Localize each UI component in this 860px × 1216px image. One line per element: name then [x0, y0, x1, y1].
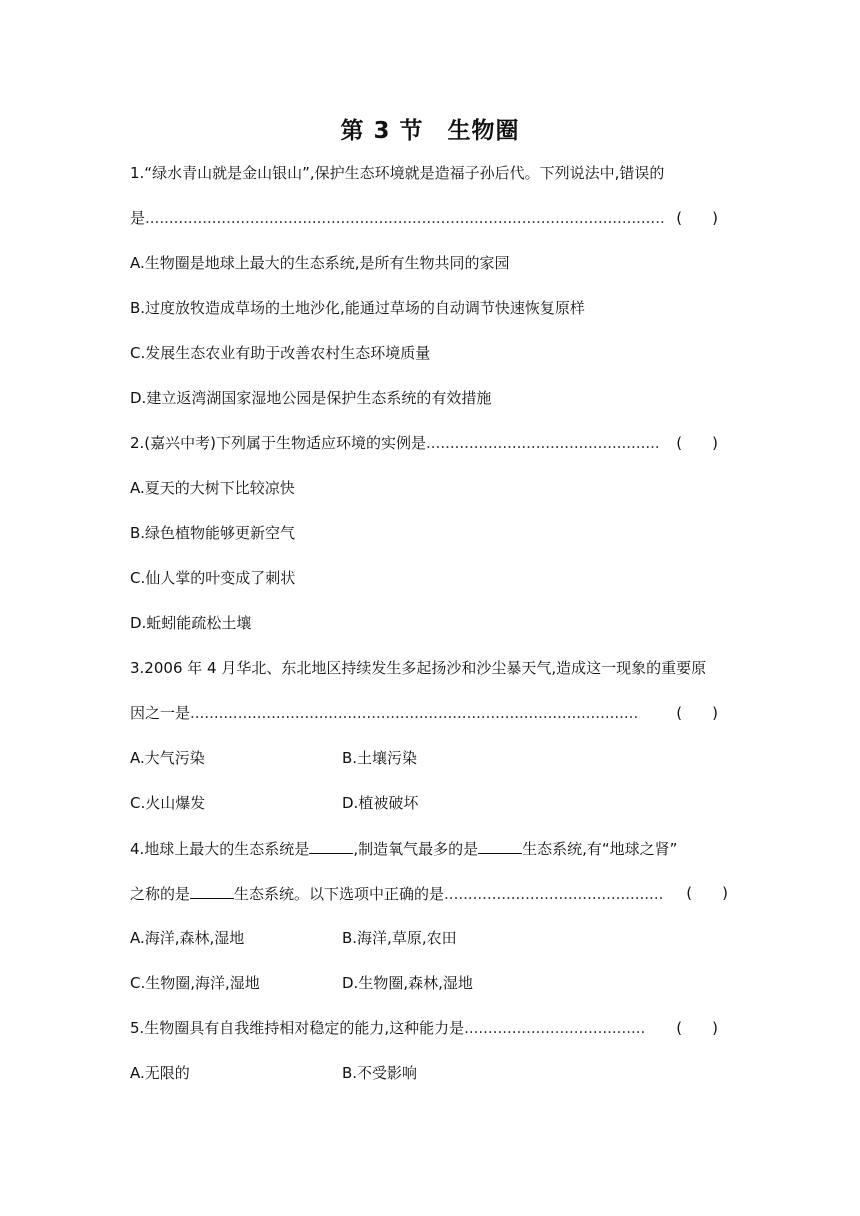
question-4-options-row-2	[130, 972, 730, 994]
question-2-stem	[130, 432, 730, 454]
answer-paren: ( )	[686, 884, 728, 902]
leader-dots	[464, 1017, 644, 1039]
question-4-stem-cont	[130, 882, 730, 905]
question-2-option-a: A.夏天的大树下比较凉快	[130, 479, 295, 497]
question-2-option-b: B.绿色植物能够更新空气	[130, 524, 296, 542]
fill-blank	[309, 837, 353, 854]
question-3-prefix: 因之一是	[130, 704, 191, 722]
question-4-option-c: C.生物圈,海洋,湿地	[130, 974, 260, 992]
question-5-text: 5.生物圈具有自我维持相对稳定的能力,这种能力是	[130, 1019, 465, 1037]
question-3-stem: 3.2006 年 4 月华北、东北地区持续发生多起扬沙和沙尘暴天气,造成这一现象的重要原	[130, 659, 707, 677]
answer-paren: ( )	[676, 704, 718, 722]
question-2-option-c: C.仙人掌的叶变成了刺状	[130, 569, 296, 587]
fill-blank	[190, 882, 234, 899]
answer-paren: ( )	[676, 1019, 718, 1037]
question-1-option-b: B.过度放牧造成草场的土地沙化,能通过草场的自动调节快速恢复原样	[130, 299, 585, 317]
fill-blank	[478, 837, 522, 854]
question-3-option-d: D.植被破坏	[342, 794, 419, 812]
question-5-stem	[130, 1017, 730, 1039]
question-5-option-a: A.无限的	[130, 1064, 190, 1082]
question-4-text-a: 4.地球上最大的生态系统是	[130, 840, 310, 858]
question-1-prefix: 是	[130, 209, 146, 227]
question-3-stem-cont	[130, 702, 730, 724]
leader-dots	[190, 702, 640, 724]
leader-dots	[426, 432, 658, 454]
question-1-stem: 1.“绿水青山就是金山银山”,保护生态环境就是造福子孙后代。下列说法中,错误的	[130, 164, 665, 182]
question-1-option-d: D.建立返湾湖国家湿地公园是保护生态系统的有效措施	[130, 389, 492, 407]
question-3-options-row-2	[130, 792, 730, 814]
question-5-option-b: B.不受影响	[342, 1064, 418, 1082]
question-1-option-c: C.发展生态农业有助于改善农村生态环境质量	[130, 344, 431, 362]
question-4-option-a: A.海洋,森林,湿地	[130, 929, 245, 947]
question-1-option-a: A.生物圈是地球上最大的生态系统,是所有生物共同的家园	[130, 254, 510, 272]
answer-paren: ( )	[676, 434, 718, 452]
page-title: 第 3 节 生物圈	[340, 118, 520, 144]
leader-dots	[444, 883, 664, 905]
answer-paren: ( )	[676, 209, 718, 227]
question-3-option-a: A.大气污染	[130, 749, 205, 767]
question-3-option-c: C.火山爆发	[130, 794, 206, 812]
question-4-text-b: ,制造氧气最多的是	[353, 840, 479, 858]
question-5-options-row-1	[130, 1062, 730, 1084]
question-4-text-c: 生态系统,有“地球之肾”	[522, 840, 678, 858]
question-4-stem	[130, 837, 730, 860]
question-3-options-row-1	[130, 747, 730, 769]
question-1-stem-cont	[130, 207, 730, 229]
question-4-option-b: B.海洋,草原,农田	[342, 929, 457, 947]
question-4-text-e: 生态系统。以下选项中正确的是	[234, 885, 445, 903]
question-4-options-row-1	[130, 927, 730, 949]
question-3-option-b: B.土壤污染	[342, 749, 418, 767]
question-4-option-d: D.生物圈,森林,湿地	[342, 974, 473, 992]
leader-dots	[145, 207, 665, 229]
question-2-option-d: D.蚯蚓能疏松土壤	[130, 614, 252, 632]
question-2-text: 2.(嘉兴中考)下列属于生物适应环境的实例是	[130, 434, 427, 452]
question-4-text-d: 之称的是	[130, 885, 191, 903]
